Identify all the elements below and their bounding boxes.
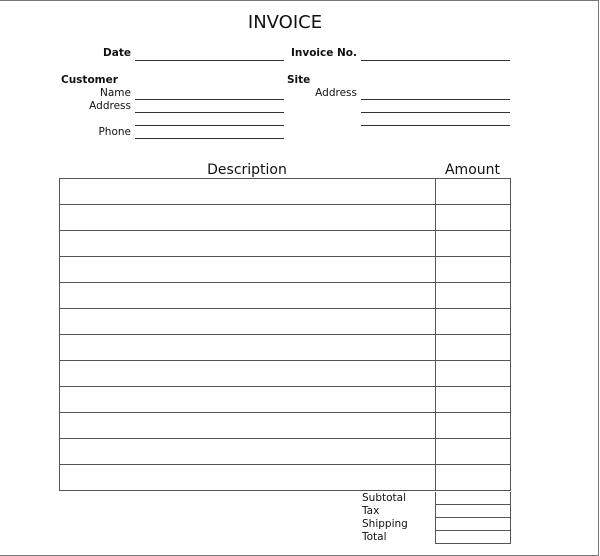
- description-cell[interactable]: [60, 335, 436, 360]
- description-cell[interactable]: [60, 309, 436, 334]
- totals-table: [435, 492, 511, 544]
- invoice-no-field[interactable]: [361, 60, 510, 61]
- date-field[interactable]: [135, 60, 284, 61]
- site-address-field-2[interactable]: [361, 112, 510, 113]
- description-cell[interactable]: [60, 413, 436, 438]
- table-row: [60, 179, 510, 204]
- table-row: [60, 386, 510, 412]
- total-label: Total: [362, 531, 387, 543]
- subtotal-field[interactable]: [436, 492, 510, 504]
- amount-cell[interactable]: [436, 205, 510, 230]
- customer-name-field[interactable]: [135, 99, 284, 100]
- line-items-table: [59, 178, 511, 491]
- amount-cell[interactable]: [436, 283, 510, 308]
- amount-cell[interactable]: [436, 179, 510, 204]
- tax-field[interactable]: [436, 504, 510, 517]
- table-row: [60, 230, 510, 256]
- description-cell[interactable]: [60, 257, 436, 282]
- date-label: Date: [103, 47, 131, 59]
- description-cell[interactable]: [60, 387, 436, 412]
- description-cell[interactable]: [60, 205, 436, 230]
- customer-phone-label: Phone: [98, 126, 131, 138]
- description-cell[interactable]: [60, 361, 436, 386]
- site-address-label: Address: [315, 87, 357, 99]
- table-row: [60, 360, 510, 386]
- description-cell[interactable]: [60, 283, 436, 308]
- amount-cell[interactable]: [436, 309, 510, 334]
- amount-cell[interactable]: [436, 361, 510, 386]
- table-row: [60, 334, 510, 360]
- table-row: [60, 256, 510, 282]
- customer-address-field-1[interactable]: [135, 112, 284, 113]
- table-row: [60, 282, 510, 308]
- page-title: INVOICE: [247, 12, 323, 33]
- description-cell[interactable]: [60, 465, 436, 490]
- amount-cell[interactable]: [436, 387, 510, 412]
- shipping-label: Shipping: [362, 518, 408, 530]
- customer-address-label: Address: [89, 100, 131, 112]
- description-cell[interactable]: [60, 231, 436, 256]
- table-row: [60, 308, 510, 334]
- site-address-field-1[interactable]: [361, 99, 510, 100]
- amount-cell[interactable]: [436, 231, 510, 256]
- customer-phone-field[interactable]: [135, 138, 284, 139]
- table-row: [60, 204, 510, 230]
- description-cell[interactable]: [60, 179, 436, 204]
- table-row: [60, 438, 510, 464]
- customer-name-label: Name: [100, 87, 131, 99]
- table-row: [60, 464, 510, 490]
- customer-address-field-2[interactable]: [135, 125, 284, 126]
- total-field[interactable]: [436, 530, 510, 543]
- totals-labels: [362, 492, 408, 544]
- invoice-no-label: Invoice No.: [290, 47, 357, 59]
- amount-cell[interactable]: [436, 257, 510, 282]
- amount-cell[interactable]: [436, 335, 510, 360]
- shipping-field[interactable]: [436, 517, 510, 530]
- table-row: [60, 412, 510, 438]
- amount-cell[interactable]: [436, 413, 510, 438]
- description-cell[interactable]: [60, 439, 436, 464]
- tax-label: Tax: [362, 505, 380, 517]
- amount-cell[interactable]: [436, 465, 510, 490]
- description-header: Description: [207, 162, 287, 178]
- amount-cell[interactable]: [436, 439, 510, 464]
- site-address-field-3[interactable]: [361, 125, 510, 126]
- customer-heading: Customer: [61, 74, 118, 86]
- amount-header: Amount: [444, 162, 500, 178]
- site-heading: Site: [287, 74, 311, 86]
- subtotal-label: Subtotal: [362, 492, 406, 504]
